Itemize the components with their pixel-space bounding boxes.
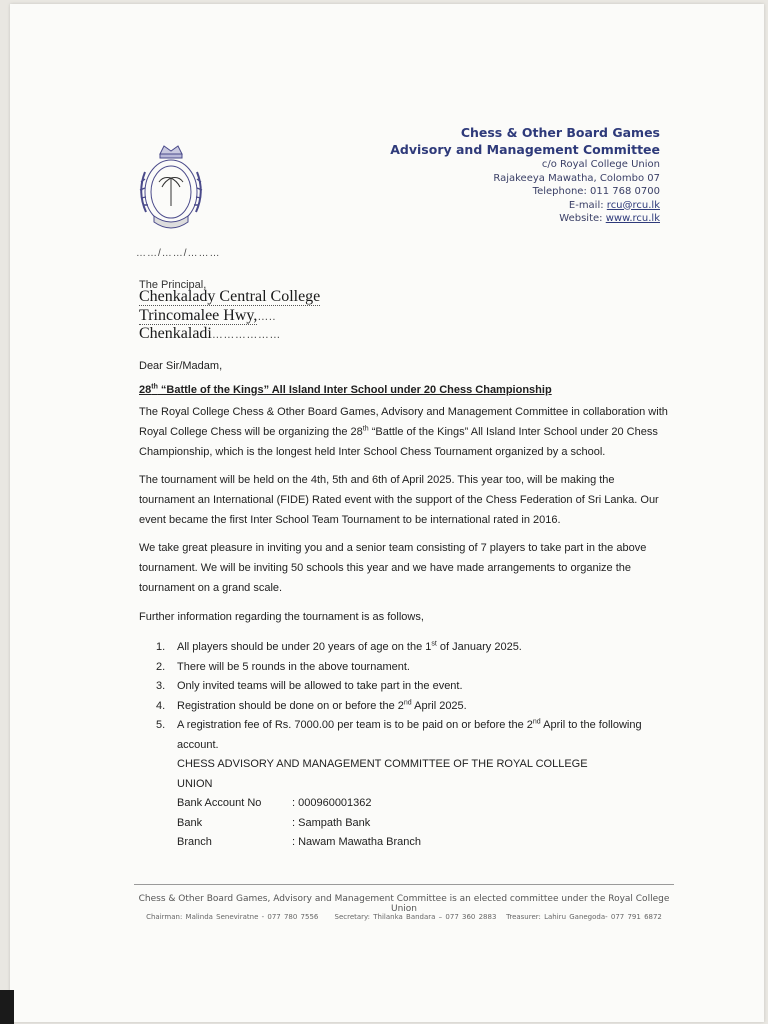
list-text xyxy=(177,716,676,755)
list-number: 5. xyxy=(156,719,166,731)
list-text-sup: nd xyxy=(403,698,412,706)
letterhead xyxy=(390,124,660,226)
page-edge-shadow xyxy=(0,990,14,1024)
date-placeholder: ……/……/……… xyxy=(136,248,221,259)
list-text-part: April 2025. xyxy=(411,699,467,712)
bank-row xyxy=(177,814,676,834)
list-text-part: April to the following account. xyxy=(177,719,642,751)
list-item xyxy=(156,716,676,755)
recipient-street: Trincomalee Hwy, xyxy=(139,307,258,324)
paragraph-3: We take great pleasure in inviting you and a senior team consisting of 7 players to take part in the above tournament. We will be inviting 50 schools this year and we have made arrangements to organize the tournament on a grand scale. xyxy=(139,542,647,594)
list-number: 3. xyxy=(156,680,166,692)
paragraph-1 xyxy=(139,402,671,462)
list-text: Only invited teams will be allowed to take part in the event. xyxy=(177,680,463,692)
footer-secretary: Secretary: Thilanka Bandara – 077 360 2883 xyxy=(334,913,497,921)
paragraph-2: The tournament will be held on the 4th, 5th and 6th of April 2025. This year too, will be making the tournament an International (FIDE) Rated event with the support of the Chess Federation of Sri Lanka. Our event became the first Inter School Team Tournament to be international rated in 2016. xyxy=(139,474,659,526)
email-row xyxy=(390,199,660,213)
recipient-line2-dots: ….. xyxy=(257,311,276,323)
account-number-label: Bank Account No xyxy=(177,797,262,809)
footer-contacts xyxy=(134,913,674,921)
bank-value: : Sampath Bank xyxy=(292,816,371,829)
list-item xyxy=(156,697,676,717)
telephone: Telephone: 011 768 0700 xyxy=(532,186,660,197)
footer-statement: Chess & Other Board Games, Advisory and Management Committee is an elected committee under the Royal College Union xyxy=(138,894,670,914)
account-name-line2: UNION xyxy=(177,777,213,790)
website-link[interactable]: www.rcu.lk xyxy=(605,213,660,224)
list-item xyxy=(156,658,676,678)
email-label: E-mail: xyxy=(568,199,607,211)
info-list xyxy=(156,638,676,853)
list-text-part: A registration fee of Rs. 7000.00 per team is to be paid on or before the 2 xyxy=(177,719,533,731)
org-name-line2: Advisory and Management Committee xyxy=(390,142,660,157)
website-row xyxy=(390,212,660,226)
paragraph-4: Further information regarding the tournament is as follows, xyxy=(139,611,424,623)
recipient-city: Chenkaladi xyxy=(139,325,212,342)
list-number: 2. xyxy=(156,660,166,673)
recipient-line1 xyxy=(139,288,320,306)
paragraph-1-part-b: “Battle of the Kings” All Island Inter School under 20 Chess Championship, which is the longest held Inter School Chess Tournament organized by a school. xyxy=(139,426,658,458)
recipient-line2 xyxy=(139,307,276,325)
list-number: 1. xyxy=(156,641,166,653)
subject-number: 28 xyxy=(139,384,152,396)
list-text-part: Registration should be done on or before the 2 xyxy=(177,699,404,712)
list-text: There will be 5 rounds in the above tournament. xyxy=(177,660,410,673)
list-item xyxy=(156,638,676,658)
subject-sup: th xyxy=(151,383,158,391)
bank-label: Bank xyxy=(177,816,203,829)
list-number: 4. xyxy=(156,699,166,712)
org-name-line1: Chess & Other Board Games xyxy=(460,125,660,140)
branch-label: Branch xyxy=(177,836,212,848)
subject-line xyxy=(139,380,671,400)
list-text-part: of January 2025. xyxy=(436,641,522,653)
bank-account-details xyxy=(177,755,676,853)
list-text-sup: st xyxy=(431,640,437,648)
branch-value: : Nawam Mawatha Branch xyxy=(292,836,421,848)
branch-row xyxy=(177,833,676,853)
list-text xyxy=(177,638,676,658)
recipient-school: Chenkalady Central College xyxy=(139,288,321,305)
royal-college-crest-icon xyxy=(134,142,208,238)
address-line1: c/o Royal College Union xyxy=(541,159,660,170)
address-line2: Rajakeeya Mawatha, Colombo 07 xyxy=(493,172,660,184)
list-item xyxy=(156,677,676,697)
subject-text: “Battle of the Kings” All Island Inter School under 20 Chess Championship xyxy=(157,384,552,396)
footer-treasurer: Treasurer: Lahiru Ganegoda- 077 791 6872 xyxy=(506,913,662,921)
list-text-sup: nd xyxy=(532,718,541,726)
recipient-line3 xyxy=(139,325,281,343)
salutation: Dear Sir/Madam, xyxy=(139,360,223,372)
website-label: Website: xyxy=(559,213,606,224)
list-text-part: All players should be under 20 years of age on the 1 xyxy=(177,641,432,653)
footer-divider xyxy=(134,884,674,885)
footer-chairman: Chairman: Malinda Seneviratne - 077 780 7556 xyxy=(146,913,319,921)
paragraph-1-part-a: The Royal College Chess & Other Board Games, Advisory and Management Committee in collaboration with Royal College Chess will be organizing the 28 xyxy=(139,406,668,438)
account-number-row xyxy=(177,794,676,814)
letter-page xyxy=(10,4,764,1022)
list-text xyxy=(177,697,676,717)
account-number-value: : 000960001362 xyxy=(292,797,372,809)
recipient-title: The Principal, xyxy=(139,279,207,291)
account-name-line1: CHESS ADVISORY AND MANAGEMENT COMMITTEE OF THE ROYAL COLLEGE xyxy=(177,758,588,770)
paragraph-1-sup: th xyxy=(362,425,369,433)
email-link[interactable]: rcu@rcu.lk xyxy=(606,199,660,211)
recipient-line3-dots: ……………… xyxy=(211,329,281,341)
